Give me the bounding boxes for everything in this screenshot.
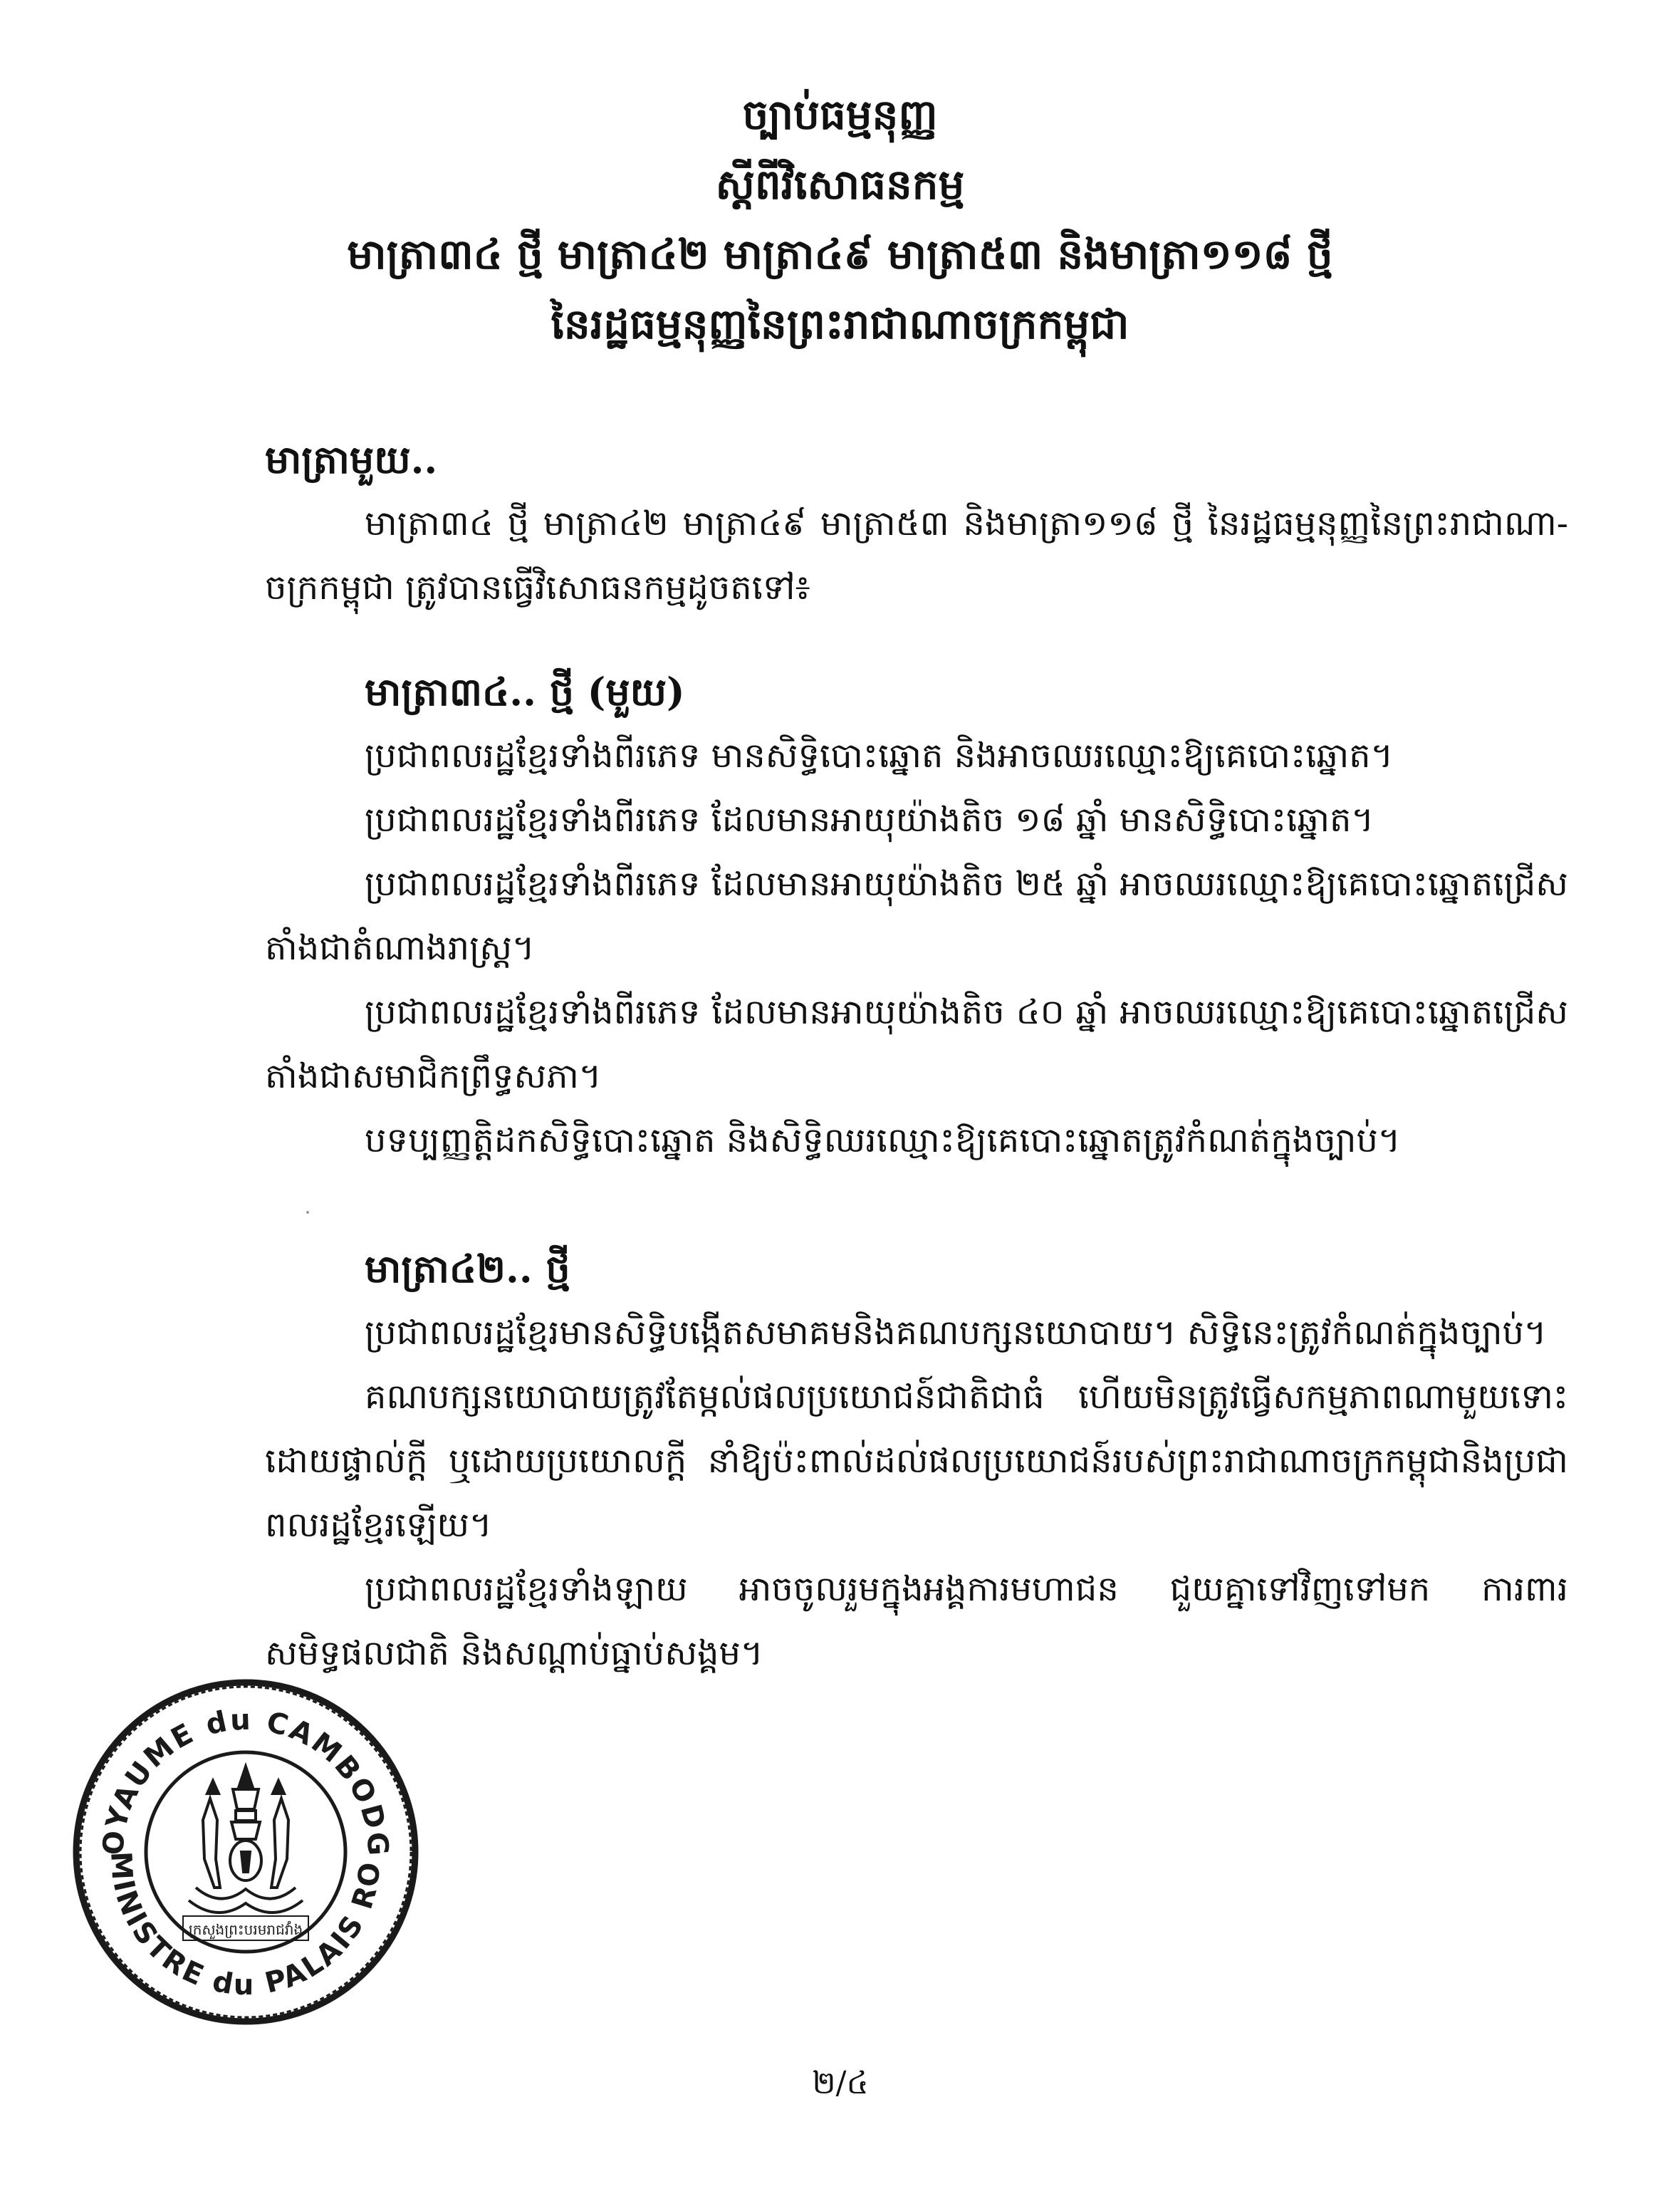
royal-palace-stamp [68,1674,424,2030]
article-34-paragraph: ប្រជាពលរដ្ឋខ្មែរទាំងពីរភេទ ដែលមានអាយុយ៉ាងតិច ៤០ ឆ្នាំ អាចឈរឈ្មោះឱ្យគេបោះឆ្នោតជ្រើសតាំងជាសមាជិកព្រឹទ្ធសភា។ [265,992,1568,1096]
article-34-paragraph: ប្រជាពលរដ្ឋខ្មែរទាំងពីរភេទ មានសិទ្ធិបោះឆ្នោត និងអាចឈរឈ្មោះឱ្យគេបោះឆ្នោត។ [365,736,1394,776]
title-line-3: មាត្រា៣៤ ថ្មី មាត្រា៤២ មាត្រា៤៩ មាត្រា៥៣ និងមាត្រា១១៨ ថ្មី [347,230,1333,279]
title-line-2: ស្តីពីវិសោធនកម្ម [715,160,965,209]
title-line-4: នៃរដ្ឋធម្មនុញ្ញនៃព្រះរាជាណាចក្រកម្ពុជា [551,300,1129,348]
article-42-paragraph: ប្រជាពលរដ្ឋខ្មែរមានសិទ្ធិបង្កើតសមាគមនិងគណបក្សនយោបាយ។ សិទ្ធិនេះត្រូវកំណត់ក្នុងច្បាប់។ [365,1313,1547,1353]
document-title [0,80,1680,359]
article-42-paragraph: គណបក្សនយោបាយត្រូវតែម្កល់ផលប្រយោជន៍ជាតិជាធំ ហើយមិនត្រូវធ្វើសកម្មភាពណាមួយទោះដោយផ្ទាល់ក្តី ឬដោយប្រយោលក្តី នាំឱ្យប៉ះពាល់ដល់ផលប្រយោជន៍របស់ព្រះរាជាណាចក្រកម្ពុជានិងប្រជាពលរដ្ឋខ្មែរឡើយ។ [265,1377,1568,1545]
stamp-seal-icon [68,1674,424,2030]
article-42-heading: មាត្រា៤២.. ថ្មី [365,1246,570,1291]
svg-text:ក្រសួងព្រះបរមរាជវាំង: ក្រសួងព្រះបរមរាជវាំង [188,1921,303,1938]
scan-speck [306,1211,309,1214]
article-34-paragraph: បទប្បញ្ញត្តិដកសិទ្ធិបោះឆ្នោត និងសិទ្ធិឈរឈ្មោះឱ្យគេបោះឆ្នោតត្រូវកំណត់ក្នុងច្បាប់។ [365,1120,1401,1160]
article-one-text: មាត្រា៣៤ ថ្មី មាត្រា៤២ មាត្រា៤៩ មាត្រា៥៣ និងមាត្រា១១៨ ថ្មី នៃរដ្ឋធម្មនុញ្ញនៃព្រះរាជាណា-ចក្រកម្ពុជា ត្រូវបានធ្វើវិសោធនកម្មដូចតទៅ៖ [265,504,1568,608]
page-number: ២/៤ [812,2065,869,2101]
article-42-paragraph: ប្រជាពលរដ្ឋខ្មែរទាំងឡាយ អាចចូលរួមក្នុងអង្គការមហាជន ជួយគ្នាទៅវិញទៅមក ការពារសមិទ្ធផលជាតិ និងសណ្តាប់ធ្នាប់សង្គម។ [265,1569,1568,1673]
article-one [265,427,1568,620]
svg-text:ROYAUME du CAMBODGE: OYAUME du CAMBODG [97,1703,395,1859]
article-34 [265,660,1568,1172]
article-one-heading: មាត្រាមួយ.. [265,437,438,482]
article-34-paragraph: ប្រជាពលរដ្ឋខ្មែរទាំងពីរភេទ ដែលមានអាយុយ៉ាងតិច ២៥ ឆ្នាំ អាចឈរឈ្មោះឱ្យគេបោះឆ្នោតជ្រើសតាំងជាតំណាងរាស្ត្រ។ [265,864,1568,968]
article-42 [265,1237,1568,1685]
document-body [265,427,1568,1685]
article-34-paragraph: ប្រជាពលរដ្ឋខ្មែរទាំងពីរភេទ ដែលមានអាយុយ៉ាងតិច ១៨ ឆ្នាំ មានសិទ្ធិបោះឆ្នោត។ [365,800,1374,840]
article-34-heading: មាត្រា៣៤.. ថ្មី (មួយ) [365,669,685,714]
svg-text:LE MINISTRE du PALAIS ROYAL: MINISTRE du PALAIS RO [104,1851,387,2002]
title-line-1: ច្បាប់ធម្មនុញ្ញ [742,90,938,139]
